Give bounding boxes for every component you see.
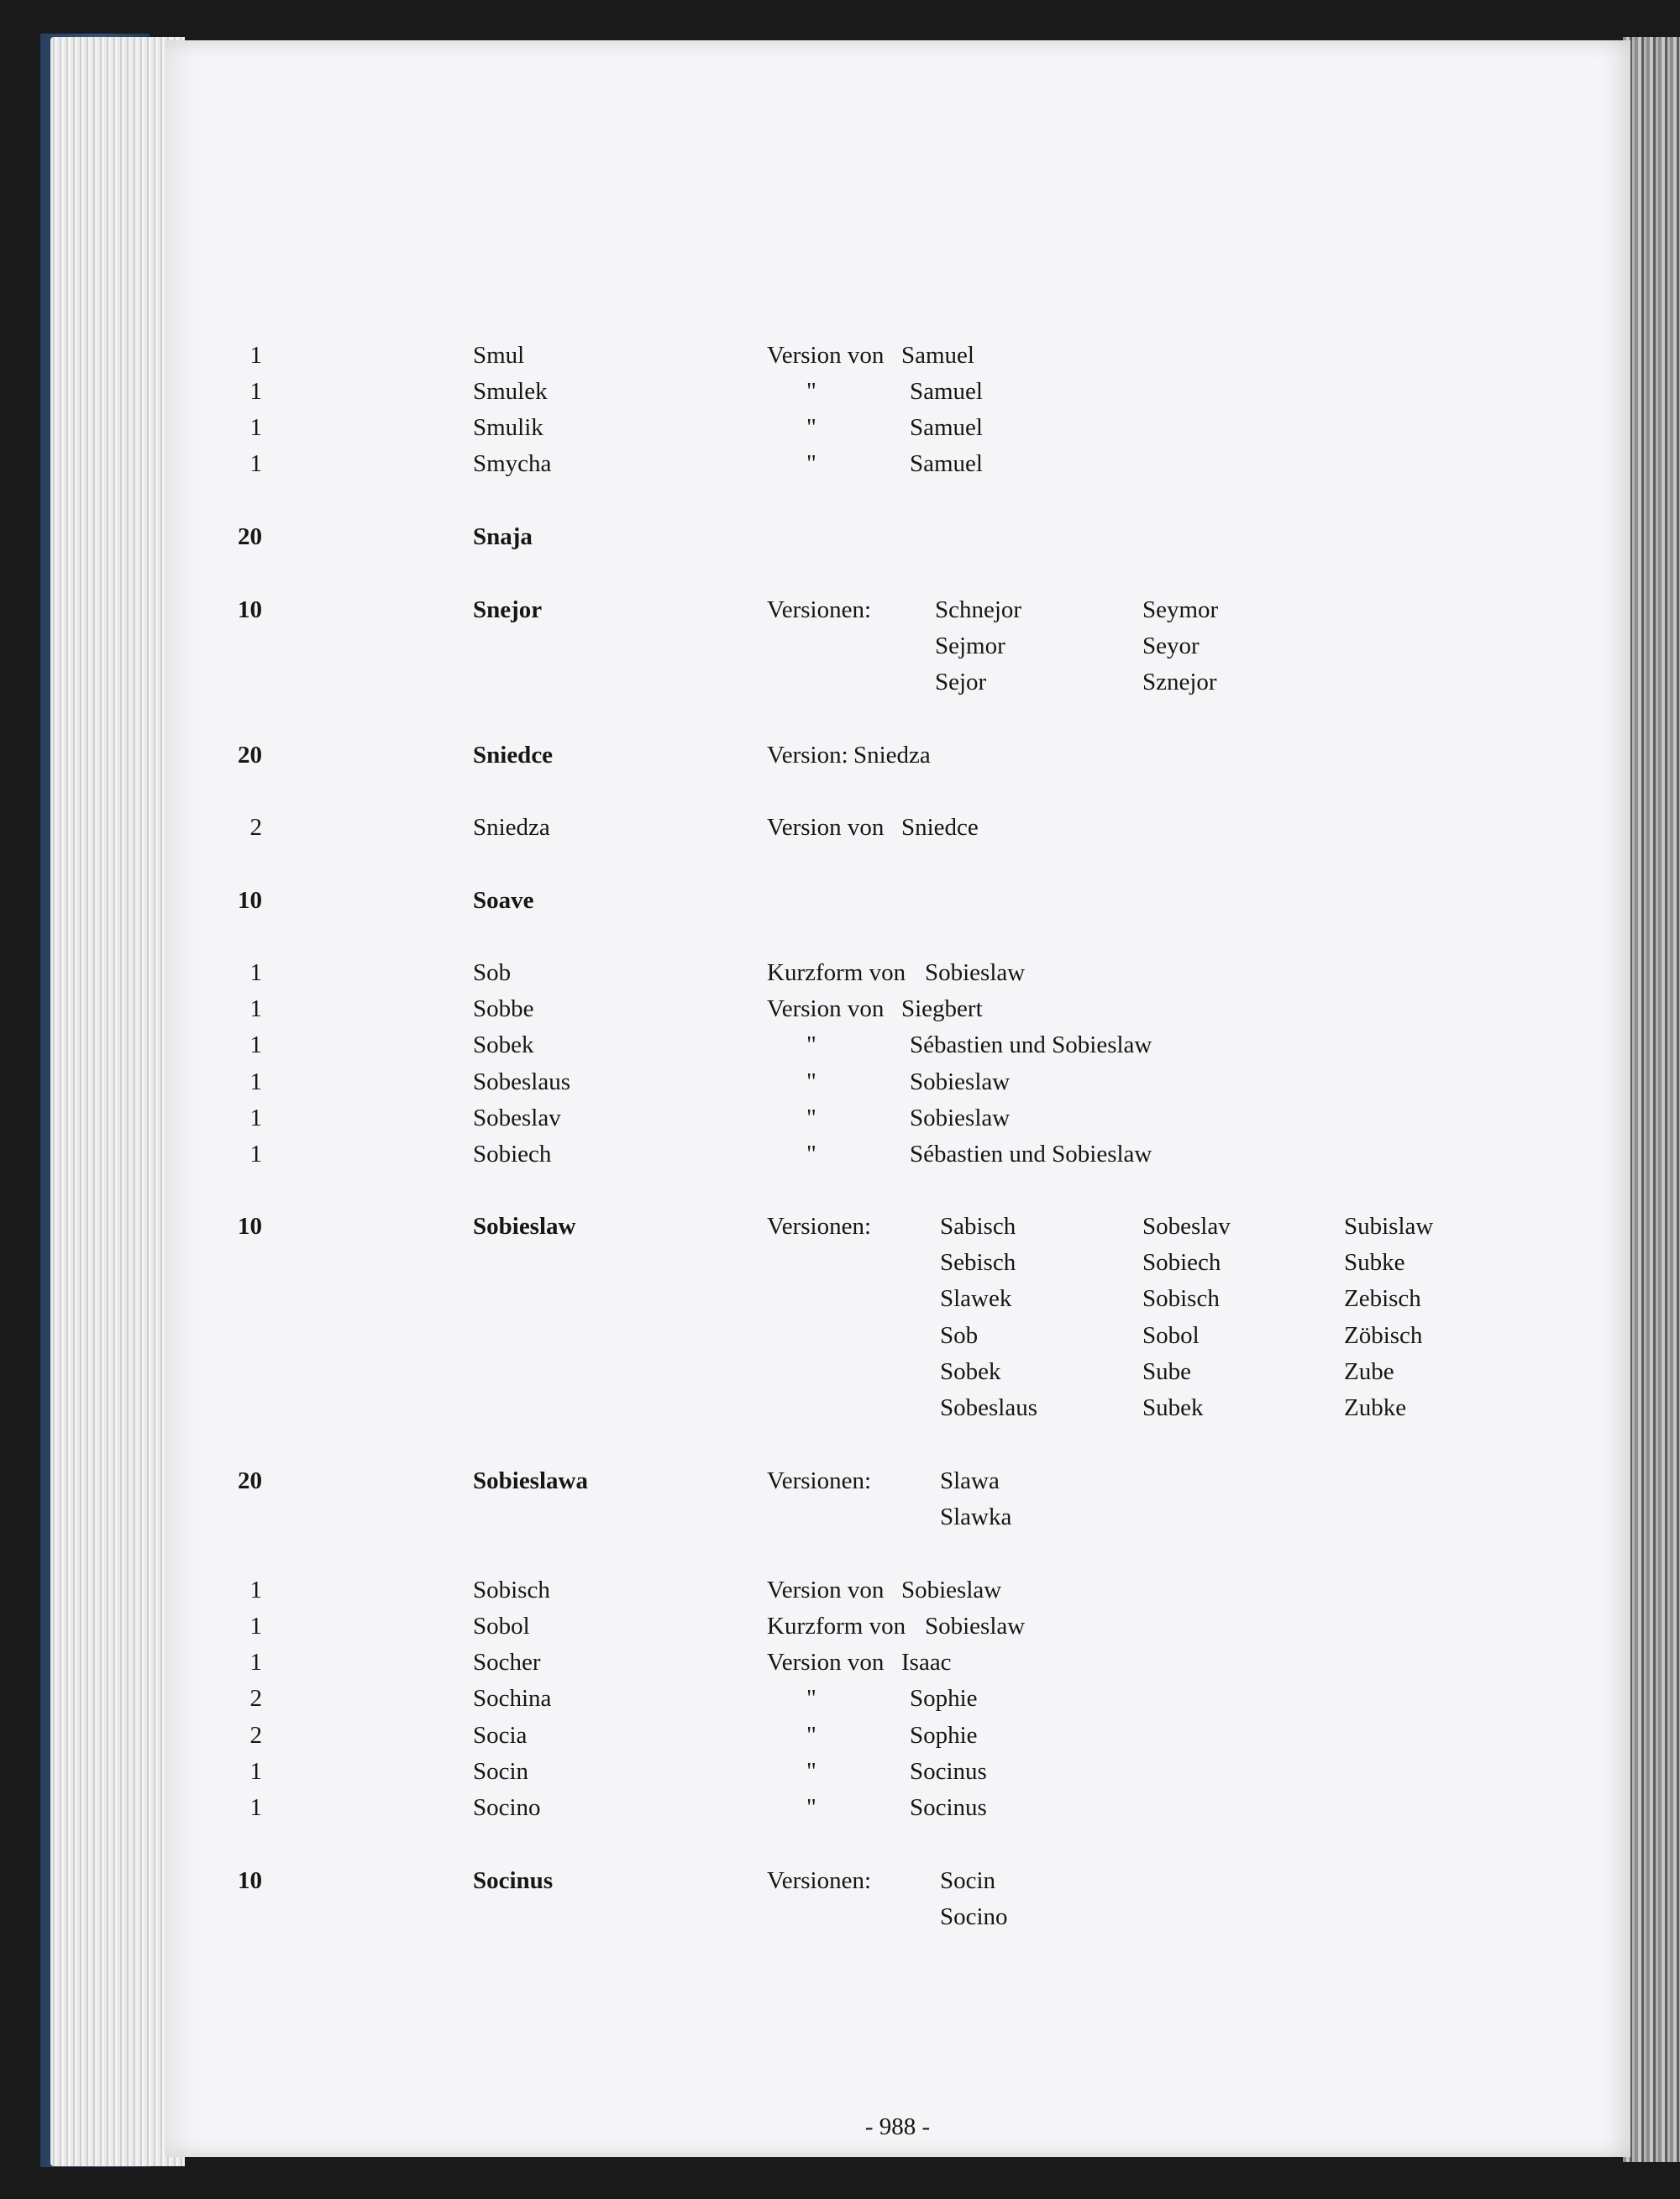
entry-reference: Subek — [1142, 1394, 1204, 1421]
entry-count: 1 — [249, 1141, 262, 1168]
entry-name: Snejor — [473, 596, 543, 623]
entry-row — [165, 1391, 1630, 1425]
entry-name: Socino — [473, 1794, 541, 1821]
entry-relation: Versionen: — [767, 1213, 872, 1240]
entry-reference: Sobol — [1142, 1322, 1200, 1349]
entry-reference: Subke — [1344, 1249, 1405, 1276]
entry-name: Sniedza — [473, 814, 550, 841]
entry-reference: Socin — [940, 1867, 996, 1894]
entry-relation: Version von — [767, 342, 885, 369]
entry-count: 10 — [238, 887, 262, 914]
entry-row — [165, 1282, 1630, 1315]
entry-relation: Versionen: — [767, 1867, 872, 1894]
entry-count: 1 — [249, 1794, 262, 1821]
entry-reference: Zebisch — [1344, 1285, 1421, 1312]
entry-reference: Sniedza — [853, 742, 931, 769]
entry-row — [165, 339, 1630, 372]
entry-row — [165, 1755, 1630, 1788]
entry-name: Sobeslaus — [473, 1068, 570, 1095]
ditto-mark: " — [806, 1794, 816, 1821]
entry-reference: Slawek — [940, 1285, 1012, 1312]
entry-relation: Versionen: — [767, 596, 872, 623]
entry-row — [165, 375, 1630, 408]
entry-name: Sobeslav — [473, 1105, 561, 1131]
entry-row — [165, 1609, 1630, 1643]
entry-reference: Socino — [940, 1903, 1008, 1930]
entry-reference: Socinus — [910, 1758, 987, 1785]
entry-count: 2 — [249, 1685, 262, 1712]
entry-reference: Seymor — [1142, 596, 1219, 623]
entry-name: Sobisch — [473, 1577, 550, 1603]
entry-count: 10 — [238, 1213, 262, 1240]
entry-row — [165, 1028, 1630, 1062]
entry-row — [165, 1900, 1630, 1934]
entry-name: Socia — [473, 1722, 528, 1749]
entry-row — [165, 1246, 1630, 1279]
entry-reference: Zöbisch — [1344, 1322, 1423, 1349]
entry-count: 1 — [249, 1649, 262, 1676]
entry-reference: Samuel — [901, 342, 974, 369]
entry-reference: Sophie — [910, 1685, 978, 1712]
entry-relation: Version von — [767, 1577, 885, 1603]
ditto-mark: " — [806, 1758, 816, 1785]
entry-name: Socinus — [473, 1867, 554, 1894]
entry-row — [165, 1864, 1630, 1897]
entry-reference: Seyor — [1142, 632, 1200, 659]
ditto-mark: " — [806, 414, 816, 441]
entry-reference: Socinus — [910, 1794, 987, 1821]
entry-relation: Version von — [767, 995, 885, 1022]
entry-count: 1 — [249, 414, 262, 441]
entry-count: 20 — [238, 523, 262, 550]
entry-row — [165, 1210, 1630, 1243]
entry-name: Sobol — [473, 1613, 530, 1640]
entry-reference: Sobieslaw — [901, 1577, 1002, 1603]
book-gutter — [1623, 37, 1680, 2162]
entry-name: Sobieslaw — [473, 1213, 576, 1240]
entry-count: 10 — [238, 596, 262, 623]
entry-reference: Zubke — [1344, 1394, 1407, 1421]
book-page — [165, 40, 1630, 2157]
entry-reference: Sejor — [935, 669, 987, 695]
entry-count: 1 — [249, 450, 262, 477]
entry-count: 2 — [249, 1722, 262, 1749]
entry-reference: Sniedce — [901, 814, 979, 841]
entry-reference: Subislaw — [1344, 1213, 1434, 1240]
entry-name: Sniedce — [473, 742, 554, 769]
entry-count: 1 — [249, 1613, 262, 1640]
entry-row — [165, 593, 1630, 627]
entry-row — [165, 520, 1630, 554]
ditto-mark: " — [806, 1031, 816, 1058]
entry-row — [165, 738, 1630, 772]
entry-relation: Version von — [767, 1649, 885, 1676]
entry-row — [165, 1791, 1630, 1824]
entry-reference: Samuel — [910, 378, 983, 405]
ditto-mark: " — [806, 1685, 816, 1712]
entry-row — [165, 1101, 1630, 1135]
entry-relation: Version: — [767, 742, 848, 769]
entry-reference: Siegbert — [901, 995, 983, 1022]
ditto-mark: " — [806, 450, 816, 477]
entry-name: Socher — [473, 1649, 541, 1676]
entry-relation: Versionen: — [767, 1467, 872, 1494]
page-number: - 988 - — [864, 2113, 931, 2140]
entry-reference: Slawa — [940, 1467, 1000, 1494]
entry-name: Soave — [473, 887, 534, 914]
entry-reference: Sobieslaw — [925, 959, 1026, 986]
entry-count: 1 — [249, 995, 262, 1022]
entry-name: Smycha — [473, 450, 552, 477]
ditto-mark: " — [806, 1105, 816, 1131]
entry-count: 1 — [249, 1577, 262, 1603]
entry-reference: Sébastien und Sobieslaw — [910, 1031, 1152, 1058]
entry-reference: Sabisch — [940, 1213, 1016, 1240]
entry-row — [165, 956, 1630, 989]
entry-count: 1 — [249, 1105, 262, 1131]
entry-name: Sochina — [473, 1685, 552, 1712]
entry-reference: Sobek — [940, 1358, 1001, 1385]
entry-row — [165, 411, 1630, 444]
entry-count: 1 — [249, 1031, 262, 1058]
entry-reference: Samuel — [910, 450, 983, 477]
entry-name: Sobieslawa — [473, 1467, 588, 1494]
entry-row — [165, 884, 1630, 917]
ditto-mark: " — [806, 378, 816, 405]
entry-relation: Kurzform von — [767, 1613, 906, 1640]
entry-reference: Sobieslaw — [910, 1068, 1011, 1095]
entry-name: Smulik — [473, 414, 543, 441]
entry-reference: Zube — [1344, 1358, 1394, 1385]
entry-name: Socin — [473, 1758, 529, 1785]
entry-row — [165, 1065, 1630, 1099]
ditto-mark: " — [806, 1141, 816, 1168]
entry-row — [165, 1645, 1630, 1679]
entry-row — [165, 992, 1630, 1026]
entry-name: Sobiech — [473, 1141, 552, 1168]
entry-row — [165, 1464, 1630, 1498]
entry-name: Sob — [473, 959, 512, 986]
entry-relation: Version von — [767, 814, 885, 841]
entry-row — [165, 665, 1630, 699]
entry-count: 10 — [238, 1867, 262, 1894]
entry-reference: Sobiech — [1142, 1249, 1221, 1276]
entry-reference: Sobeslaus — [940, 1394, 1037, 1421]
entry-name: Snaja — [473, 523, 533, 550]
entry-reference: Samuel — [910, 414, 983, 441]
entry-reference: Sobisch — [1142, 1285, 1220, 1312]
entry-count: 1 — [249, 342, 262, 369]
entry-row — [165, 1500, 1630, 1534]
entry-row — [165, 811, 1630, 844]
entry-reference: Sobieslaw — [925, 1613, 1026, 1640]
entry-row — [165, 1137, 1630, 1171]
entry-count: 1 — [249, 959, 262, 986]
entry-count: 20 — [238, 742, 262, 769]
entry-row — [165, 1719, 1630, 1752]
entry-count: 20 — [238, 1467, 262, 1494]
entry-reference: Sob — [940, 1322, 979, 1349]
ditto-mark: " — [806, 1722, 816, 1749]
entry-count: 1 — [249, 1068, 262, 1095]
entry-reference: Sobieslaw — [910, 1105, 1011, 1131]
entry-row — [165, 1573, 1630, 1607]
entry-count: 2 — [249, 814, 262, 841]
entry-row — [165, 447, 1630, 480]
entry-reference: Sube — [1142, 1358, 1191, 1385]
entry-reference: Schnejor — [935, 596, 1022, 623]
entry-row — [165, 1319, 1630, 1352]
entry-row — [165, 1682, 1630, 1715]
entry-reference: Sébastien und Sobieslaw — [910, 1141, 1152, 1168]
entry-row — [165, 629, 1630, 663]
entry-reference: Sophie — [910, 1722, 978, 1749]
entry-reference: Sznejor — [1142, 669, 1217, 695]
ditto-mark: " — [806, 1068, 816, 1095]
entry-relation: Kurzform von — [767, 959, 906, 986]
entry-reference: Isaac — [901, 1649, 952, 1676]
entry-name: Smul — [473, 342, 525, 369]
entry-name: Sobbe — [473, 995, 534, 1022]
entry-name: Smulek — [473, 378, 548, 405]
entry-count: 1 — [249, 378, 262, 405]
entry-name: Sobek — [473, 1031, 534, 1058]
entry-reference: Sejmor — [935, 632, 1005, 659]
entry-reference: Slawka — [940, 1504, 1012, 1530]
entry-row — [165, 1355, 1630, 1388]
entry-count: 1 — [249, 1758, 262, 1785]
entry-reference: Sebisch — [940, 1249, 1016, 1276]
entry-reference: Sobeslav — [1142, 1213, 1231, 1240]
